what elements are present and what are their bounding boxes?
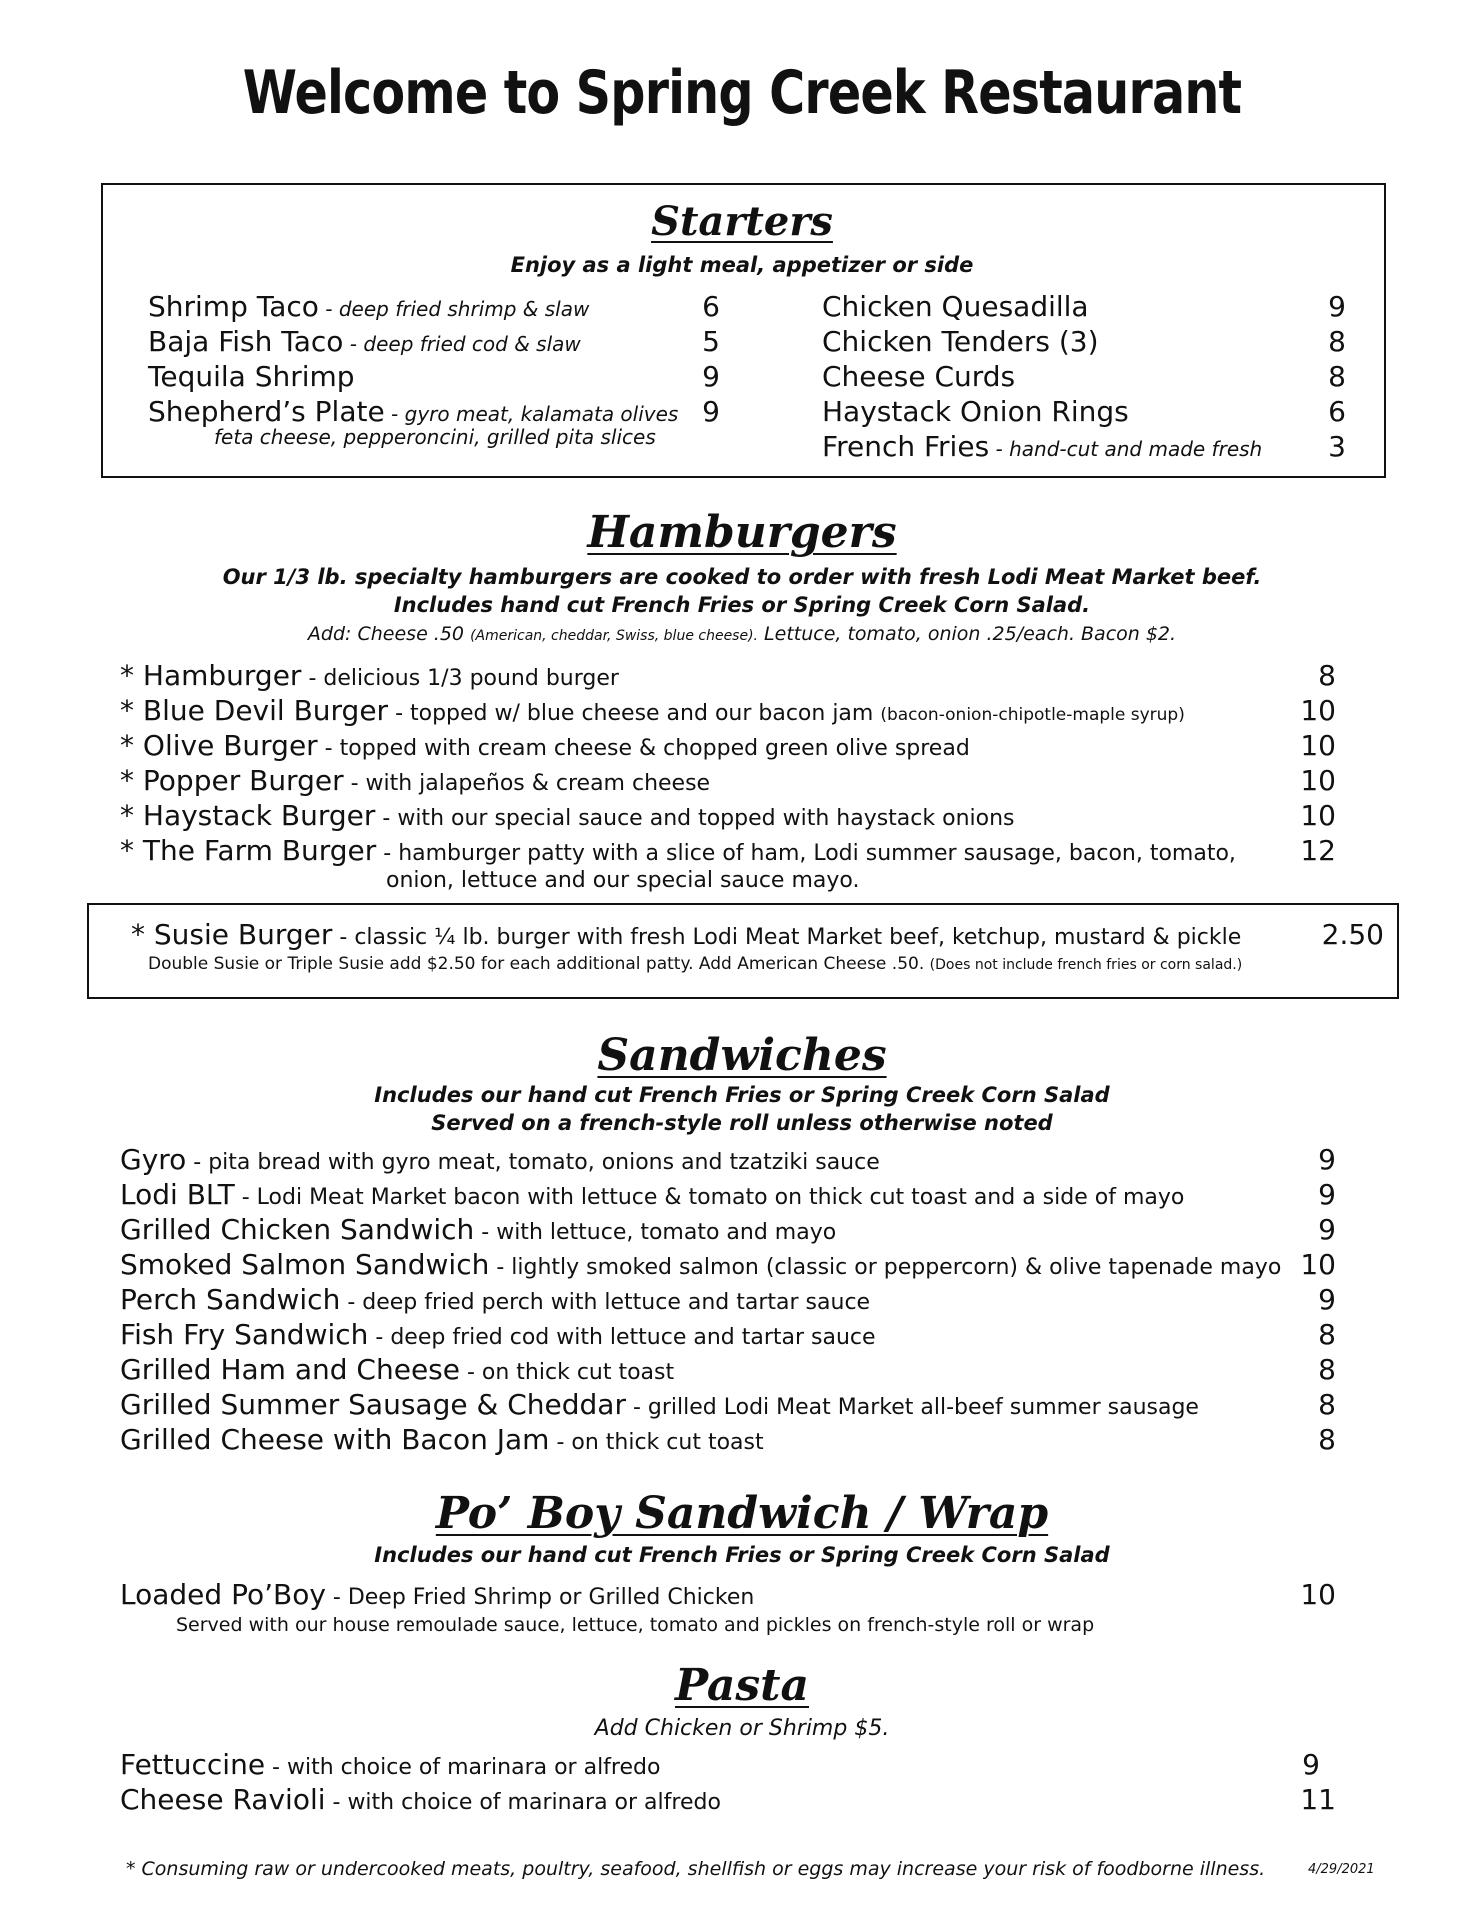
item-name: Tequila Shrimp — [148, 360, 355, 393]
item-desc-cont: onion, lettuce and our special sauce mayo. — [386, 868, 860, 893]
item-desc: - grilled Lodi Meat Market all-beef summer sausage — [625, 1395, 1199, 1420]
item-desc: - deep fried perch with lettuce and tartar sauce — [340, 1290, 871, 1315]
item-extra: (bacon-onion-chipotle-maple syrup) — [880, 705, 1185, 725]
item-name: Shrimp Taco — [148, 290, 319, 323]
hamburgers-heading: Hamburgers — [587, 507, 897, 558]
item-name: Cheese Curds — [822, 360, 1016, 393]
add-text: Add: Cheese .50 — [307, 623, 471, 645]
item-name: Baja Fish Taco — [148, 325, 344, 358]
starter-item — [822, 395, 1129, 428]
item-price: 8 — [1318, 1423, 1336, 1456]
starter-item — [148, 325, 581, 358]
item-price: 6 — [702, 290, 720, 323]
burger-item — [120, 659, 619, 692]
sandwich-item — [120, 1143, 880, 1176]
item-desc: - topped with cream cheese & chopped green olive spread — [317, 736, 970, 761]
item-price: 8 — [1318, 1353, 1336, 1386]
item-desc: - lightly smoked salmon (classic or peppercorn) & olive tapenade mayo — [489, 1255, 1282, 1280]
item-desc: - delicious 1/3 pound burger — [301, 666, 619, 691]
item-price: 9 — [1318, 1283, 1336, 1316]
item-price: 10 — [1300, 694, 1336, 727]
starters-heading: Starters — [651, 198, 833, 245]
starter-item — [822, 430, 1262, 463]
item-price: 8 — [1328, 325, 1346, 358]
item-name: Lodi BLT — [120, 1178, 235, 1211]
item-price: 2.50 — [1321, 918, 1384, 951]
item-desc: - deep fried cod & slaw — [343, 332, 581, 356]
item-price: 11 — [1300, 1783, 1336, 1816]
foodborne-warning: * Consuming raw or undercooked meats, poultry, seafood, shellfish or eggs may increase your risk of foodborne illness. — [126, 1858, 1266, 1880]
item-name: * Popper Burger — [120, 764, 344, 797]
item-name: Fish Fry Sandwich — [120, 1318, 369, 1351]
item-price: 8 — [1318, 1318, 1336, 1351]
item-desc: - with our special sauce and topped with haystack onions — [375, 806, 1015, 831]
item-desc: - Deep Fried Shrimp or Grilled Chicken — [325, 1585, 755, 1610]
item-price: 8 — [1318, 659, 1336, 692]
item-name: * Olive Burger — [120, 729, 318, 762]
sandwiches-subtitle: Served on a french-style roll unless otherwise noted — [431, 1111, 1053, 1135]
item-price: 8 — [1318, 1388, 1336, 1421]
item-name: Shepherd’s Plate — [148, 395, 385, 428]
page-title: Welcome to Spring Creek Restaurant — [242, 58, 1242, 128]
pasta-subtitle: Add Chicken or Shrimp $5. — [594, 1716, 890, 1741]
item-desc-cont: feta cheese, pepperoncini, grilled pita slices — [214, 425, 656, 449]
item-price: 3 — [1328, 430, 1346, 463]
item-price: 6 — [1328, 395, 1346, 428]
item-desc: - classic ¼ lb. burger with fresh Lodi Meat Market beef, ketchup, mustard & pickle — [332, 925, 1242, 950]
item-price: 9 — [702, 360, 720, 393]
menu-date: 4/29/2021 — [1308, 1862, 1375, 1877]
item-price: 9 — [1318, 1143, 1336, 1176]
item-desc: - hamburger patty with a slice of ham, Lodi summer sausage, bacon, tomato, — [376, 841, 1236, 866]
item-price: 9 — [1318, 1213, 1336, 1246]
item-price: 9 — [702, 395, 720, 428]
item-name: Grilled Chicken Sandwich — [120, 1213, 475, 1246]
starter-item — [148, 360, 355, 393]
starter-item — [822, 360, 1015, 393]
item-name: Grilled Summer Sausage & Cheddar — [120, 1388, 626, 1421]
item-name: Loaded Po’Boy — [120, 1578, 326, 1611]
add-text: Lettuce, tomato, onion .25/each. Bacon $2. — [758, 623, 1177, 645]
item-name: Grilled Cheese with Bacon Jam — [120, 1423, 550, 1456]
item-desc: - with lettuce, tomato and mayo — [474, 1220, 837, 1245]
item-desc: - with choice of marinara or alfredo — [265, 1755, 661, 1780]
item-name: Chicken Quesadilla — [822, 290, 1089, 323]
burger-item — [120, 694, 1185, 727]
burger-item — [120, 834, 1236, 867]
sandwich-item — [120, 1423, 764, 1456]
item-price: 10 — [1300, 1248, 1336, 1281]
item-desc: - deep fried cod with lettuce and tartar sauce — [368, 1325, 876, 1350]
item-name: French Fries — [822, 430, 990, 463]
item-price: 9 — [1302, 1748, 1320, 1781]
item-name: * Haystack Burger — [120, 799, 376, 832]
starter-item — [148, 290, 589, 323]
item-price: 10 — [1300, 729, 1336, 762]
item-name: Grilled Ham and Cheese — [120, 1353, 460, 1386]
poboy-heading: Po’ Boy Sandwich / Wrap — [435, 1488, 1049, 1539]
item-name: Cheese Ravioli — [120, 1783, 326, 1816]
pasta-heading: Pasta — [674, 1660, 810, 1711]
note-text: Double Susie or Triple Susie add $2.50 for each additional patty. Add American Cheese .50. — [148, 954, 930, 974]
hamburgers-subtitle: Our 1/3 lb. specialty hamburgers are cooked to order with fresh Lodi Meat Market beef. — [222, 565, 1262, 589]
sandwiches-subtitle: Includes our hand cut French Fries or Spring Creek Corn Salad — [374, 1083, 1110, 1107]
add-cheese-types: (American, cheddar, Swiss, blue cheese). — [470, 628, 758, 644]
item-price: 8 — [1328, 360, 1346, 393]
sandwich-item — [120, 1388, 1199, 1421]
sandwich-item — [120, 1353, 674, 1386]
item-desc: - pita bread with gyro meat, tomato, onions and tzatziki sauce — [186, 1150, 880, 1175]
item-desc: - Lodi Meat Market bacon with lettuce & tomato on thick cut toast and a side of mayo — [234, 1185, 1185, 1210]
starters-subtitle: Enjoy as a light meal, appetizer or side — [510, 253, 974, 277]
item-price: 10 — [1300, 764, 1336, 797]
sandwich-item — [120, 1213, 836, 1246]
item-price: 9 — [1318, 1178, 1336, 1211]
poboy-note: Served with our house remoulade sauce, lettuce, tomato and pickles on french-style roll or wrap — [176, 1614, 1095, 1636]
item-desc: - hand-cut and made fresh — [989, 437, 1263, 461]
item-name: Perch Sandwich — [120, 1283, 341, 1316]
item-name: * Susie Burger — [131, 918, 333, 951]
burger-item — [120, 799, 1015, 832]
hamburgers-add-line — [0, 623, 1484, 645]
starter-item — [148, 395, 678, 428]
note-small: (Does not include french fries or corn salad.) — [929, 957, 1243, 973]
item-price: 10 — [1300, 799, 1336, 832]
item-desc: - on thick cut toast — [549, 1430, 764, 1455]
sandwich-item — [120, 1248, 1281, 1281]
item-name: * The Farm Burger — [120, 834, 377, 867]
item-desc: - topped w/ blue cheese and our bacon jam — [388, 701, 881, 726]
poboy-item — [120, 1578, 754, 1611]
burger-item — [120, 764, 710, 797]
item-desc: - gyro meat, kalamata olives — [384, 402, 679, 426]
item-price: 5 — [702, 325, 720, 358]
item-name: Smoked Salmon Sandwich — [120, 1248, 490, 1281]
starter-item — [822, 325, 1099, 358]
susie-burger-note — [148, 954, 1242, 974]
item-desc: - on thick cut toast — [459, 1360, 675, 1385]
item-name: Gyro — [120, 1143, 187, 1176]
sandwich-item — [120, 1283, 870, 1316]
item-desc: - with choice of marinara or alfredo — [325, 1790, 721, 1815]
item-name: Haystack Onion Rings — [822, 395, 1129, 428]
item-name: Chicken Tenders (3) — [822, 325, 1099, 358]
item-name: * Blue Devil Burger — [120, 694, 389, 727]
item-price: 9 — [1328, 290, 1346, 323]
item-name: * Hamburger — [120, 659, 302, 692]
item-desc: - with jalapeños & cream cheese — [343, 771, 711, 796]
sandwich-item — [120, 1178, 1184, 1211]
susie-burger-item — [131, 918, 1241, 951]
item-price: 12 — [1300, 834, 1336, 867]
item-name: Fettuccine — [120, 1748, 266, 1781]
pasta-item — [120, 1748, 660, 1781]
poboy-subtitle: Includes our hand cut French Fries or Spring Creek Corn Salad — [374, 1543, 1110, 1567]
sandwich-item — [120, 1318, 876, 1351]
sandwiches-heading: Sandwiches — [597, 1030, 887, 1081]
item-desc: - deep fried shrimp & slaw — [318, 297, 590, 321]
item-price: 10 — [1300, 1578, 1336, 1611]
burger-item — [120, 729, 970, 762]
pasta-item — [120, 1783, 721, 1816]
hamburgers-subtitle: Includes hand cut French Fries or Spring Creek Corn Salad. — [393, 593, 1091, 617]
starter-item — [822, 290, 1089, 323]
